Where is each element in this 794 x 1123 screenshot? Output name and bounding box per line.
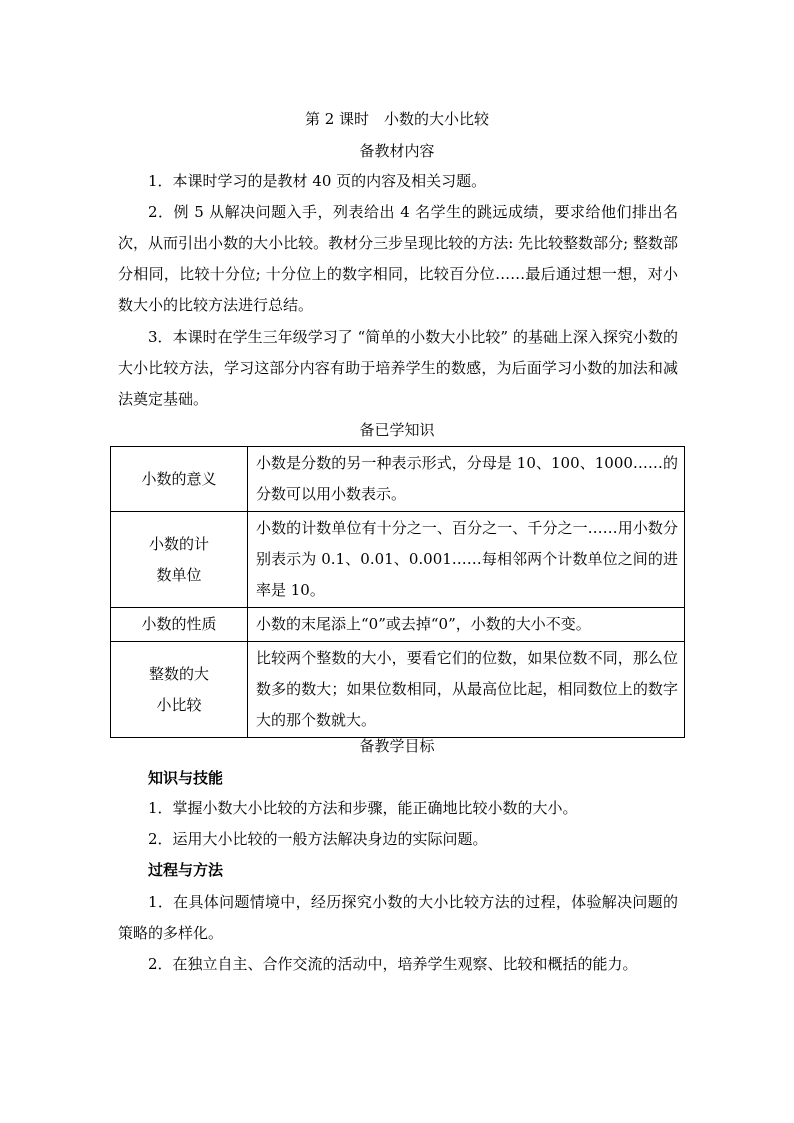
table-row [111,642,685,738]
knowledge-table [110,446,685,738]
table-label-cell: 小数的意义 [111,447,248,512]
materials-heading: 备教材内容 [359,142,435,160]
knowledge-heading: 备已学知识 [359,421,435,439]
table-desc-cell: 小数是分数的另一种表示形式，分母是 10、100、1000……的分数可以用小数表示。 [248,447,685,512]
process-methods-label: 过程与方法 [148,861,224,879]
table-desc-cell: 比较两个整数的大小，要看它们的位数，如果位数不同，那么位数多的数大；如果位数相同，从最高位比起，相同数位上的数字大的那个数就大。 [248,642,685,738]
goals-heading: 备教学目标 [359,737,435,755]
table-label-cell: 小数的计数单位 [111,512,248,608]
table-label-cell: 整数的大小比较 [111,642,248,738]
process-methods-item-1: 1．在具体问题情境中，经历探究小数的大小比较方法的过程，体验解决问题的策略的多样化。 [118,893,678,942]
table-row [111,512,685,608]
materials-paragraph-2: 2．例 5 从解决问题入手，列表给出 4 名学生的跳远成绩，要求给他们排出名次，从而引出小数的大小比较。教材分三步呈现比较的方法: 先比较整数部分; 整数部分相同，比较十分位; 十分位上的数字相同，比较百分位……最后通过想一想，对小数大小的比较方法进行总结。 [118,203,678,314]
knowledge-skills-label: 知识与技能 [148,769,224,787]
materials-paragraph-1: 1．本课时学习的是教材 40 页的内容及相关习题。 [148,172,487,190]
materials-paragraph-3: 3．本课时在学生三年级学习了 “简单的小数大小比较” 的基础上深入探究小数的大小比较方法，学习这部分内容有助于培养学生的数感，为后面学习小数的加法和减法奠定基础。 [118,328,678,408]
table-desc-cell: 小数的末尾添上“0”或去掉“0”，小数的大小不变。 [248,608,685,642]
process-methods-item-2: 2．在独立自主、合作交流的活动中，培养学生观察、比较和概括的能力。 [148,955,638,973]
table-desc-cell: 小数的计数单位有十分之一、百分之一、千分之一……用小数分别表示为 0.1、0.01、0.001……每相邻两个计数单位之间的进率是 10。 [248,512,685,608]
knowledge-skills-item-2: 2．运用大小比较的一般方法解决身边的实际问题。 [148,830,488,848]
table-row [111,608,685,642]
knowledge-skills-item-1: 1．掌握小数大小比较的方法和步骤，能正确地比较小数的大小。 [148,799,578,817]
table-label-cell: 小数的性质 [111,608,248,642]
lesson-title: 第 2 课时 小数的大小比较 [304,110,490,128]
table-row [111,447,685,512]
